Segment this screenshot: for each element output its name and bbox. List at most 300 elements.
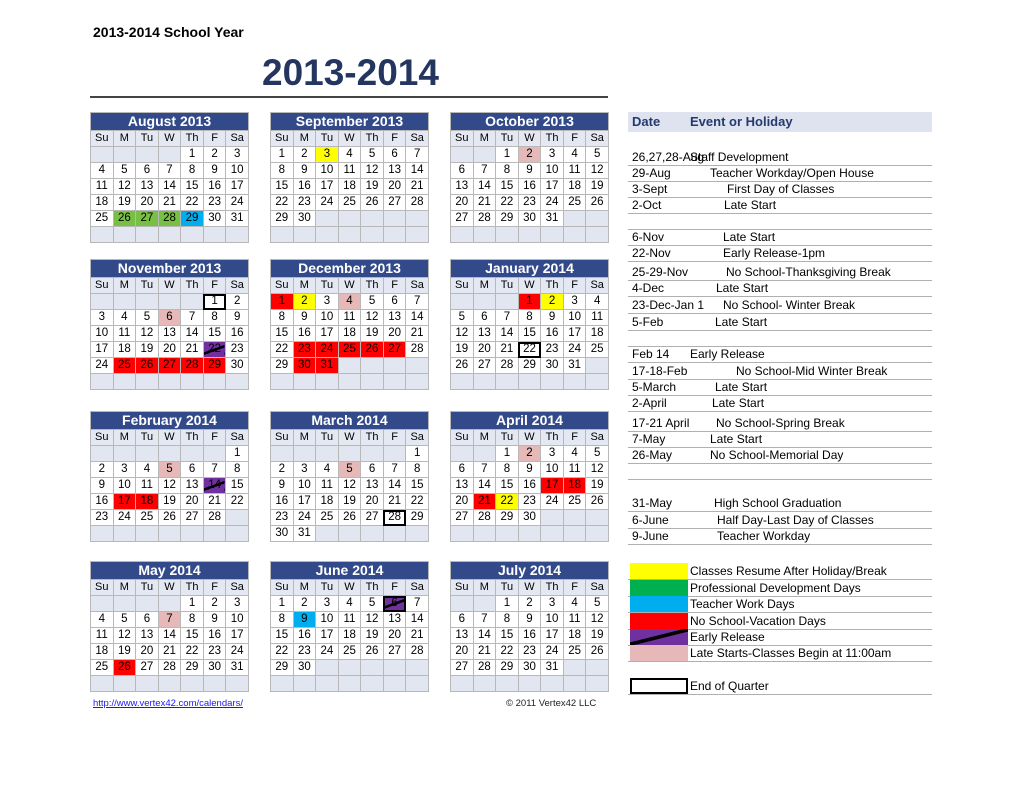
empty-day	[226, 374, 249, 390]
empty-day	[586, 211, 609, 227]
event-row	[628, 463, 932, 480]
calendar-day: 10	[316, 163, 339, 179]
empty-day	[361, 660, 384, 676]
calendar-day: 17	[541, 478, 564, 494]
empty-day	[113, 147, 136, 163]
calendar-day: 12	[338, 478, 361, 494]
calendar-day: 29	[271, 358, 294, 374]
calendar-day: 16	[518, 628, 541, 644]
calendar-day: 6	[158, 310, 181, 326]
weekday-label: F	[383, 580, 406, 596]
event-row	[628, 280, 932, 297]
calendar-day: 4	[316, 462, 339, 478]
weekday-label: F	[203, 131, 226, 147]
empty-day	[136, 374, 159, 390]
calendar-day: 26	[136, 358, 159, 374]
calendar-day: 27	[383, 195, 406, 211]
empty-day	[361, 676, 384, 692]
empty-day	[563, 510, 586, 526]
calendar-day: 25	[338, 342, 361, 358]
calendar-day: 2	[271, 462, 294, 478]
calendar-day: 13	[451, 179, 474, 195]
weekday-label: Tu	[136, 580, 159, 596]
empty-day	[473, 446, 496, 462]
calendar-day: 31	[541, 660, 564, 676]
calendar-day: 14	[473, 478, 496, 494]
calendar-day: 7	[406, 294, 429, 310]
empty-day	[563, 660, 586, 676]
month-calendar	[270, 411, 429, 542]
calendar-day: 20	[451, 644, 474, 660]
weekday-label: Sa	[226, 430, 249, 446]
calendar-day: 22	[271, 342, 294, 358]
calendar-day: 5	[338, 462, 361, 478]
calendar-day: 7	[473, 612, 496, 628]
calendar-day: 4	[91, 163, 114, 179]
calendar-day: 8	[181, 163, 204, 179]
weekday-label: Sa	[226, 131, 249, 147]
empty-day	[181, 446, 204, 462]
vertex42-link[interactable]: http://www.vertex42.com/calendars/	[93, 698, 243, 709]
calendar-day: 23	[226, 342, 249, 358]
empty-day	[316, 660, 339, 676]
calendar-day: 20	[158, 342, 181, 358]
calendar-day: 23	[518, 195, 541, 211]
event-description: Late Start	[723, 230, 776, 244]
empty-day	[451, 676, 474, 692]
month-calendar	[270, 112, 429, 243]
weekday-label: Su	[91, 430, 114, 446]
empty-day	[383, 526, 406, 542]
calendar-day: 22	[181, 195, 204, 211]
calendar-day: 14	[158, 179, 181, 195]
event-row	[628, 314, 932, 331]
empty-day	[496, 374, 519, 390]
empty-day	[541, 676, 564, 692]
empty-day	[203, 374, 226, 390]
calendar-day: 19	[586, 478, 609, 494]
calendar-day: 22	[271, 644, 294, 660]
calendar-day: 4	[563, 596, 586, 612]
calendar-day: 1	[181, 596, 204, 612]
calendar-day: 11	[91, 628, 114, 644]
month-title: March 2014	[271, 412, 429, 430]
event-date: 22-Nov	[632, 246, 671, 260]
calendar-day: 2	[518, 596, 541, 612]
calendar-day: 8	[203, 310, 226, 326]
calendar-day: 24	[316, 195, 339, 211]
event-date: 17-18-Feb	[632, 364, 688, 378]
calendar-day: 8	[406, 462, 429, 478]
calendar-day: 6	[136, 612, 159, 628]
calendar-day: 2	[541, 294, 564, 310]
event-date: 6-Nov	[632, 230, 665, 244]
empty-day	[91, 446, 114, 462]
calendar-day: 16	[91, 494, 114, 510]
calendar-day: 13	[181, 478, 204, 494]
empty-day	[406, 526, 429, 542]
page-title: 2013-2014	[262, 52, 439, 93]
calendar-day: 2	[226, 294, 249, 310]
event-description: Staff Development	[690, 150, 789, 164]
calendar-day: 24	[113, 510, 136, 526]
empty-day	[406, 211, 429, 227]
weekday-label: Tu	[496, 580, 519, 596]
weekday-label: W	[518, 278, 541, 294]
calendar-day: 12	[586, 612, 609, 628]
calendar-day: 13	[158, 326, 181, 342]
calendar-day: 18	[338, 628, 361, 644]
legend-swatch	[630, 629, 688, 645]
empty-day	[541, 374, 564, 390]
event-date: 23-Dec-Jan 1	[632, 298, 705, 312]
legend-item	[628, 596, 932, 613]
calendar-day: 9	[226, 310, 249, 326]
calendar-day: 8	[181, 612, 204, 628]
calendar-day: 15	[271, 628, 294, 644]
month-calendar	[450, 112, 609, 243]
calendar-day: 29	[271, 211, 294, 227]
legend-label: Early Release	[690, 630, 765, 644]
weekday-label: Th	[541, 580, 564, 596]
empty-day	[136, 676, 159, 692]
calendar-day: 7	[203, 462, 226, 478]
weekday-label: F	[563, 580, 586, 596]
empty-day	[383, 227, 406, 243]
event-date: 5-Feb	[632, 315, 664, 329]
calendar-day: 1	[406, 446, 429, 462]
empty-day	[541, 510, 564, 526]
calendar-day: 30	[541, 358, 564, 374]
calendar-day: 24	[91, 358, 114, 374]
calendar-day: 4	[338, 294, 361, 310]
calendar-day: 27	[181, 510, 204, 526]
calendar-day: 14	[158, 628, 181, 644]
calendar-day: 16	[203, 179, 226, 195]
calendar-day: 8	[226, 462, 249, 478]
calendar-day: 17	[226, 628, 249, 644]
calendar-day: 26	[158, 510, 181, 526]
calendar-day: 28	[496, 358, 519, 374]
calendar-day: 26	[361, 644, 384, 660]
calendar-day: 26	[338, 510, 361, 526]
empty-day	[496, 227, 519, 243]
legend-item	[628, 645, 932, 662]
empty-day	[338, 660, 361, 676]
calendar-day: 1	[181, 147, 204, 163]
calendar-day: 11	[113, 326, 136, 342]
empty-day	[181, 374, 204, 390]
calendar-day: 27	[383, 342, 406, 358]
calendar-day: 20	[383, 326, 406, 342]
event-description: No School- Winter Break	[723, 298, 856, 312]
weekday-label: Su	[451, 430, 474, 446]
empty-day	[181, 526, 204, 542]
empty-day	[406, 358, 429, 374]
weekday-label: F	[563, 278, 586, 294]
empty-day	[91, 596, 114, 612]
empty-day	[316, 676, 339, 692]
calendar-day: 29	[518, 358, 541, 374]
calendar-day: 18	[563, 628, 586, 644]
event-date: 3-Sept	[632, 182, 668, 196]
calendar-day: 10	[316, 310, 339, 326]
empty-day	[383, 676, 406, 692]
weekday-label: Su	[271, 278, 294, 294]
calendar-day: 10	[563, 310, 586, 326]
calendar-day: 7	[158, 163, 181, 179]
calendar-day: 9	[518, 612, 541, 628]
calendar-day: 13	[451, 478, 474, 494]
calendar-day: 30	[293, 358, 316, 374]
events-header-event: Event or Holiday	[690, 114, 793, 129]
calendar-day: 14	[473, 179, 496, 195]
calendar-day: 7	[383, 462, 406, 478]
empty-day	[586, 510, 609, 526]
empty-day	[586, 660, 609, 676]
empty-day	[181, 227, 204, 243]
empty-day	[293, 374, 316, 390]
calendar-day: 29	[181, 211, 204, 227]
event-row	[628, 395, 932, 412]
calendar-day: 10	[226, 612, 249, 628]
calendar-day: 18	[91, 644, 114, 660]
calendar-day: 9	[518, 462, 541, 478]
empty-day	[113, 227, 136, 243]
calendar-day: 25	[316, 510, 339, 526]
weekday-label: M	[293, 580, 316, 596]
event-row	[628, 181, 932, 198]
calendar-day: 25	[91, 211, 114, 227]
empty-day	[91, 294, 114, 310]
empty-day	[136, 446, 159, 462]
calendar-day: 18	[113, 342, 136, 358]
calendar-day: 15	[181, 628, 204, 644]
month-calendar	[450, 411, 609, 542]
calendar-day: 8	[271, 163, 294, 179]
calendar-day: 30	[226, 358, 249, 374]
calendar-day: 18	[586, 326, 609, 342]
calendar-day: 19	[586, 179, 609, 195]
weekday-label: Th	[361, 580, 384, 596]
calendar-day: 5	[586, 596, 609, 612]
empty-day	[473, 526, 496, 542]
empty-day	[136, 147, 159, 163]
calendar-day: 22	[181, 644, 204, 660]
calendar-day: 16	[293, 326, 316, 342]
empty-day	[496, 526, 519, 542]
weekday-label: M	[113, 131, 136, 147]
calendar-day: 30	[518, 211, 541, 227]
weekday-label: Su	[271, 580, 294, 596]
empty-day	[203, 676, 226, 692]
month-title: January 2014	[451, 260, 609, 278]
empty-day	[473, 676, 496, 692]
weekday-label: Su	[271, 430, 294, 446]
calendar-day: 3	[316, 294, 339, 310]
calendar-day: 13	[136, 179, 159, 195]
empty-day	[113, 294, 136, 310]
calendar-day: 5	[586, 147, 609, 163]
empty-day	[496, 676, 519, 692]
calendar-day: 4	[586, 294, 609, 310]
weekday-label: Sa	[586, 278, 609, 294]
weekday-label: Tu	[496, 278, 519, 294]
calendar-day: 9	[203, 612, 226, 628]
calendar-day: 5	[158, 462, 181, 478]
calendar-day: 12	[158, 478, 181, 494]
calendar-day: 28	[158, 660, 181, 676]
calendar-day: 19	[113, 195, 136, 211]
empty-day	[158, 147, 181, 163]
month-title: September 2013	[271, 113, 429, 131]
legend-swatch	[630, 580, 688, 596]
weekday-label: W	[338, 278, 361, 294]
empty-day	[361, 211, 384, 227]
calendar-day: 30	[518, 660, 541, 676]
empty-day	[473, 147, 496, 163]
calendar-day: 9	[293, 310, 316, 326]
calendar-day: 19	[451, 342, 474, 358]
weekday-label: Su	[91, 278, 114, 294]
month-calendar	[90, 112, 249, 243]
calendar-day: 29	[496, 211, 519, 227]
weekday-label: Sa	[586, 131, 609, 147]
empty-day	[271, 676, 294, 692]
calendar-day: 12	[451, 326, 474, 342]
empty-day	[158, 374, 181, 390]
calendar-day: 15	[496, 628, 519, 644]
month-calendar	[270, 259, 429, 390]
calendar-day: 27	[136, 211, 159, 227]
legend-item	[628, 613, 932, 630]
calendar-day: 31	[541, 211, 564, 227]
calendar-day: 9	[271, 478, 294, 494]
weekday-label: Th	[181, 580, 204, 596]
calendar-day: 6	[451, 462, 474, 478]
calendar-day: 27	[451, 211, 474, 227]
calendar-day: 4	[338, 147, 361, 163]
calendar-day: 15	[271, 179, 294, 195]
weekday-label: Th	[181, 430, 204, 446]
empty-day	[91, 227, 114, 243]
calendar-day: 16	[293, 628, 316, 644]
event-description: Early Release-1pm	[723, 246, 826, 260]
empty-day	[473, 294, 496, 310]
calendar-day: 2	[518, 446, 541, 462]
calendar-day: 22	[271, 195, 294, 211]
weekday-label: Tu	[316, 430, 339, 446]
calendar-day: 28	[181, 358, 204, 374]
calendar-day: 12	[136, 326, 159, 342]
event-description: No School-Thanksgiving Break	[726, 265, 891, 279]
empty-day	[361, 227, 384, 243]
empty-day	[451, 526, 474, 542]
calendar-day: 16	[518, 179, 541, 195]
calendar-day: 16	[226, 326, 249, 342]
calendar-day: 14	[383, 478, 406, 494]
calendar-day: 28	[406, 342, 429, 358]
calendar-day: 3	[226, 147, 249, 163]
copyright: © 2011 Vertex42 LLC	[506, 698, 597, 709]
month-title: June 2014	[271, 562, 429, 580]
calendar-day: 7	[406, 147, 429, 163]
calendar-day: 4	[563, 446, 586, 462]
calendar-day: 30	[518, 510, 541, 526]
calendar-day: 23	[91, 510, 114, 526]
calendar-day: 10	[226, 163, 249, 179]
empty-day	[586, 676, 609, 692]
calendar-day: 6	[136, 163, 159, 179]
calendar-day: 19	[136, 342, 159, 358]
event-row	[628, 431, 932, 448]
calendar-day: 15	[226, 478, 249, 494]
empty-day	[518, 374, 541, 390]
empty-day	[158, 446, 181, 462]
calendar-day: 11	[316, 478, 339, 494]
empty-day	[541, 227, 564, 243]
legend-item	[628, 580, 932, 597]
calendar-day: 23	[293, 195, 316, 211]
calendar-day: 10	[541, 163, 564, 179]
legend-swatch	[630, 596, 688, 612]
empty-day	[113, 676, 136, 692]
event-description: Late Start	[710, 432, 763, 446]
calendar-day: 25	[563, 494, 586, 510]
event-date: 2-April	[632, 396, 667, 410]
event-row	[628, 363, 932, 380]
calendar-day: 15	[271, 326, 294, 342]
legend-item	[628, 629, 932, 646]
calendar-day: 20	[361, 494, 384, 510]
calendar-day: 24	[316, 342, 339, 358]
weekday-label: Tu	[136, 278, 159, 294]
legend-item	[628, 563, 932, 580]
calendar-day: 9	[293, 612, 316, 628]
calendar-day: 8	[271, 310, 294, 326]
calendar-day: 29	[496, 660, 519, 676]
empty-day	[586, 227, 609, 243]
event-description: High School Graduation	[714, 496, 842, 510]
calendar-day: 19	[158, 494, 181, 510]
calendar-day: 9	[203, 163, 226, 179]
calendar-day: 9	[518, 163, 541, 179]
calendar-day: 28	[406, 644, 429, 660]
event-date: Feb 14	[632, 347, 670, 361]
calendar-day: 7	[406, 596, 429, 612]
calendar-day: 23	[518, 494, 541, 510]
calendar-day: 28	[383, 510, 406, 526]
calendar-day: 6	[451, 163, 474, 179]
empty-day	[293, 227, 316, 243]
calendar-day: 21	[473, 195, 496, 211]
calendar-day: 21	[203, 494, 226, 510]
weekday-label: Tu	[136, 430, 159, 446]
calendar-day: 11	[338, 612, 361, 628]
event-row	[628, 528, 932, 545]
calendar-day: 6	[451, 612, 474, 628]
event-description: Late Start	[712, 396, 765, 410]
weekday-label: W	[518, 430, 541, 446]
calendar-day: 27	[473, 358, 496, 374]
calendar-day: 11	[338, 163, 361, 179]
empty-day	[361, 358, 384, 374]
calendar-day: 27	[451, 510, 474, 526]
calendar-day: 30	[203, 211, 226, 227]
calendar-day: 28	[203, 510, 226, 526]
empty-day	[158, 676, 181, 692]
calendar-day: 24	[541, 195, 564, 211]
